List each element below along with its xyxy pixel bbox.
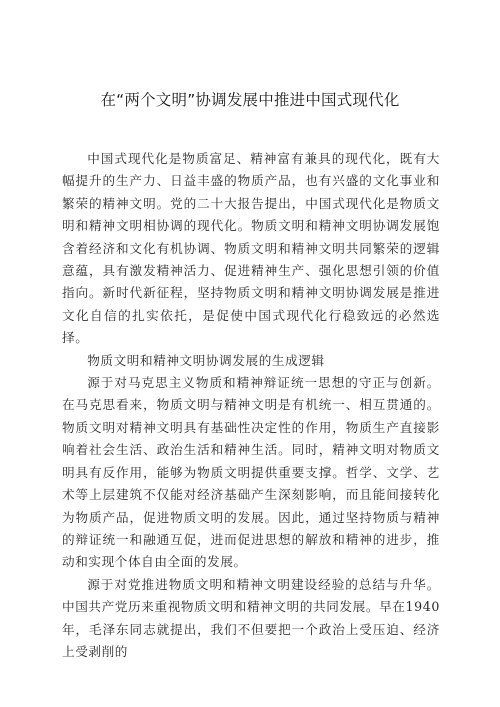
intro-paragraph: 中国式现代化是物质富足、精神富有兼具的现代化，既有大幅提升的生产力、日益丰盛的物质产品，也有兴盛的文化事业和繁荣的精神文明。党的二十大报告提出，中国式现代化是物质文明和精神文明相协调的现代化。物质文明和精神文明协调发展饱含着经济和文化有机协调、物质文明和精神文明共同繁荣的逻辑意蕴，具有激发精神活力、促进精神生产、强化思想引领的价值指向。新时代新征程，坚持物质文明和精神文明协调发展是推进文化自信的扎实依托，是促使中国式现代化行稳致远的必然选择。 xyxy=(62,151,440,346)
document-title: 在“两个文明”协调发展中推进中国式现代化 xyxy=(100,91,400,109)
body-paragraph: 源于对马克思主义物质和精神辩证统一思想的守正与创新。在马克思看来，物质文明与精神文明是有机统一、相互贯通的。物质文明对精神文明具有基础性决定性的作用，物质生产直接影响着社会生活、政治生活和精神生活。同时，精神文明对物质文明具有反作用，能够为物质文明提供重要支撑。哲学、文学、艺术等上层建筑不仅能对经济基础产生深刻影响，而且能间接转化为物质产品，促进物质文明的发展。因此，通过坚持物质与精神的辩证统一和融通互促，进而促进思想的解放和精神的进步，推动和实现个体自由全面的发展。 xyxy=(62,375,440,570)
document-body xyxy=(62,148,440,663)
section-heading: 物质文明和精神文明协调发展的生成逻辑 xyxy=(87,352,325,368)
body-paragraph: 源于对党推进物质文明和精神文明建设经验的总结与升华。中国共产党历来重视物质文明和精神文明的共同发展。早在1940年，毛泽东同志就提出，我们不但要把一个政治上受压迫、经济上受剥削的 xyxy=(62,576,440,659)
